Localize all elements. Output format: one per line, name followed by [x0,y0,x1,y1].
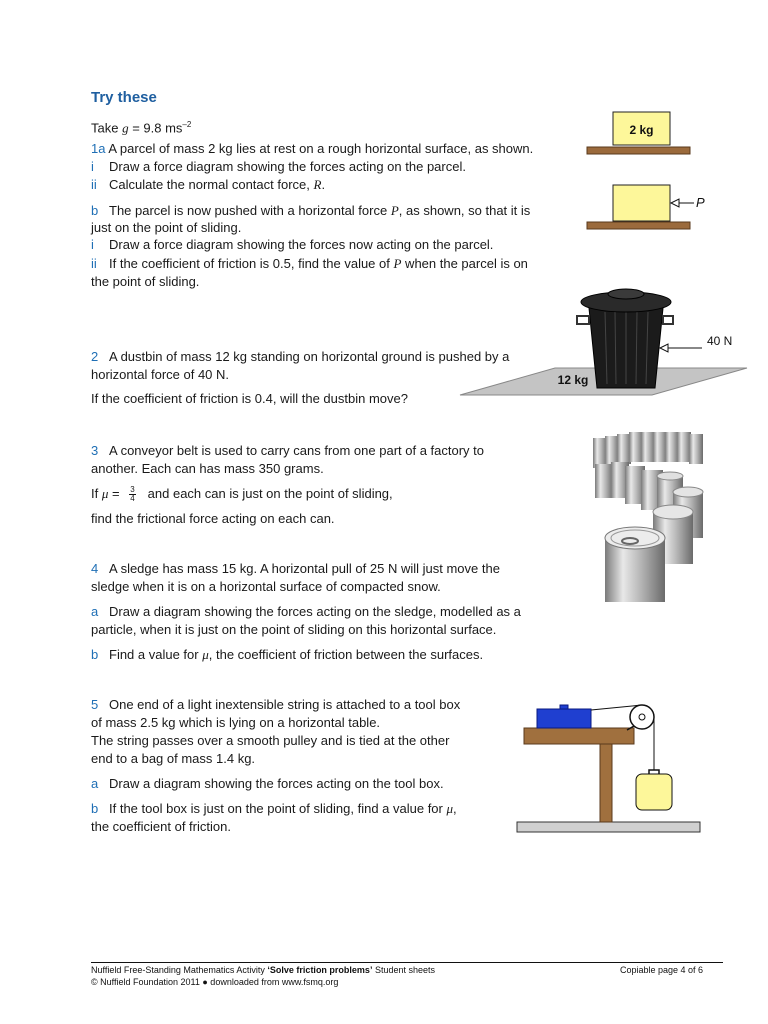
q1b-text: b The parcel is now pushed with a horizontal force P, as shown, so that it is [91,203,531,218]
force-p-label: P [696,195,705,210]
q1b-i: i Draw a force diagram showing the forces now acting on the parcel. [91,237,494,252]
q1b-text-line2: just on the point of sliding. [91,220,242,235]
q5-pulley-diagram [512,698,707,838]
q5a-text: a Draw a diagram showing the forces acting on the tool box. [91,776,444,791]
footer-page: Copiable page 4 of 6 [620,965,704,975]
q4-text-line2: sledge when it is on a horizontal surface of compacted snow. [91,579,441,594]
q2-text-line2: horizontal force of 40 N. [91,367,230,382]
q3-text-line1: 3 A conveyor belt is used to carry cans from one part of a factory to [91,443,485,458]
q1b-ii: ii If the coefficient of friction is 0.5, find the value of P when the parcel is on [91,256,528,271]
q2-dustbin-diagram [455,278,755,403]
q1a-text: 1a A parcel of mass 2 kg lies at rest on a rough horizontal surface, as shown. [91,141,534,156]
force-40n-label: 40 N [707,334,733,348]
q5-text-line4: end to a bag of mass 1.4 kg. [91,751,256,766]
push-arrow [671,199,679,207]
q4a-text: a Draw a diagram showing the forces acting on the sledge, modelled as a [91,604,521,619]
q4b-text: b Find a value for μ, the coefficient of friction between the surfaces. [91,647,484,662]
footer-rule [91,962,723,963]
q1-diagram [580,105,720,235]
rough-surface [587,147,690,154]
fraction-three-quarters: $\frac{3}{4}$ [130,485,135,504]
table-top [524,728,634,744]
take-g-line: Take g = 9.8 $ms^{-2}$ [91,120,192,136]
toolbox [537,709,591,728]
can-row [593,432,703,602]
parcel-mass-label: 2 kg [629,123,654,137]
q1a-ii: ii Calculate the normal contact force, R. [91,177,326,192]
footer-copyright: © Nuffield Foundation 2011 ● downloaded from www.fsmq.org [91,977,339,987]
q2-text-line3: If the coefficient of friction is 0.4, will the dustbin move? [91,391,408,406]
q4-text-line1: 4 A sledge has mass 15 kg. A horizontal pull of 25 N will just move the [91,561,500,576]
q5-text-line2: of mass 2.5 kg which is lying on a horizontal table. [91,715,381,730]
push-arrow-40n [660,344,668,352]
cans-image [585,420,750,605]
bag [636,774,672,810]
q5-text-line1: 5 One end of a light inextensible string is attached to a tool box [91,697,461,712]
table-leg [600,743,612,822]
q1a-i: i Draw a force diagram showing the forces acting on the parcel. [91,159,466,174]
dustbin-mass-label: 12 kg [557,373,589,387]
q5-text-line3: The string passes over a smooth pulley and is tied at the other [91,733,450,748]
q2-text-line1: 2 A dustbin of mass 12 kg standing on horizontal ground is pushed by a [91,349,510,364]
q3-text-line2: another. Each can has mass 350 grams. [91,461,324,476]
parcel-at-rest-figure [587,112,690,154]
footer-title: Nuffield Free-Standing Mathematics Activity ‘Solve friction problems’ Student sheets [91,965,435,975]
q5b-text: b If the tool box is just on the point of sliding, find a value for μ, [91,801,457,816]
pushed-parcel-box [613,185,670,221]
q3-text-line4: find the frictional force acting on each can. [91,511,335,526]
q5b-text-line2: the coefficient of friction. [91,819,231,834]
parcel-pushed-figure [587,185,705,229]
section-heading: Try these [91,89,157,106]
q4a-text-line2: particle, when it is just on the point of sliding on this horizontal surface. [91,622,497,637]
q3-mu-line: If μ = $\frac{3}{4}$ and each can is just on the point of sliding, [91,485,393,504]
rough-surface-2 [587,222,690,229]
floor [517,822,700,832]
q1b-ii-line2: the point of sliding. [91,274,200,289]
